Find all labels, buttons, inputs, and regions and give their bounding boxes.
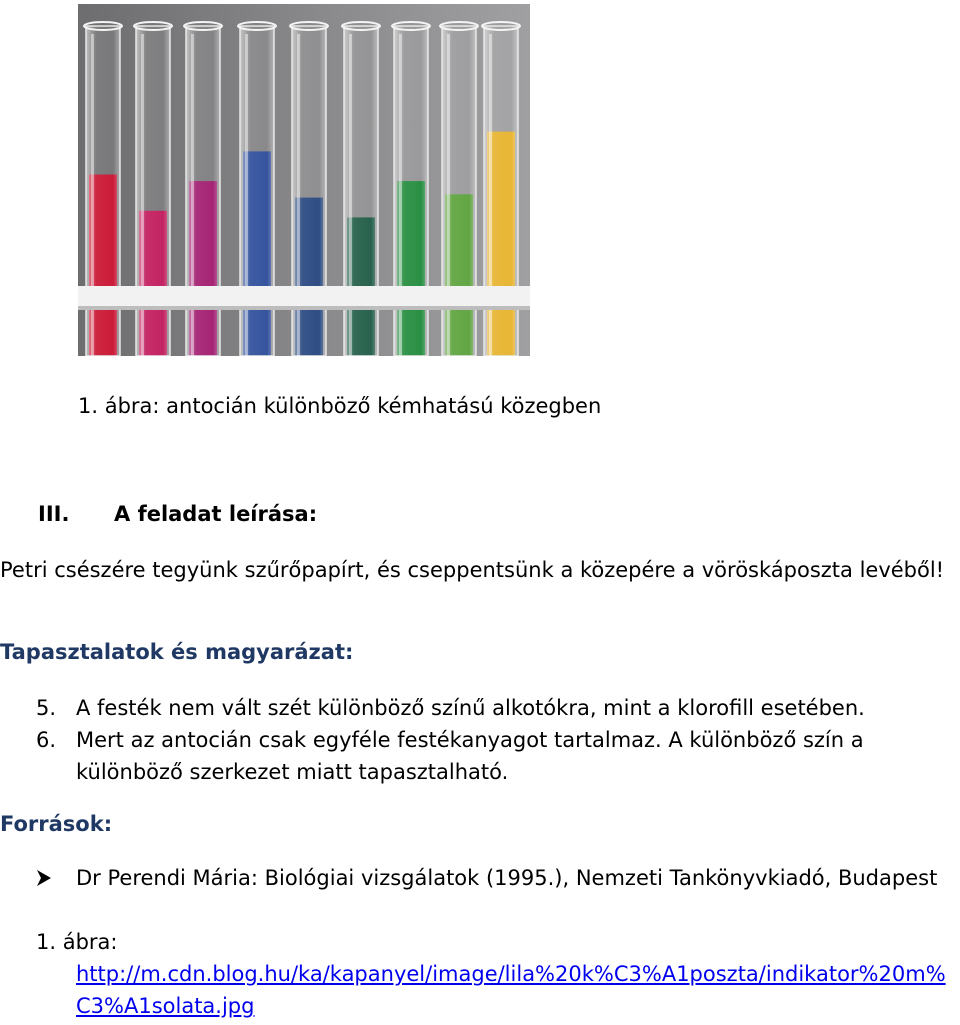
sources-heading: Források: bbox=[0, 812, 113, 836]
item-text: Mert az antocián csak egyféle festékanyagot tartalmaz. A különböző szín a különböző szerkezet miatt tapasztalható. bbox=[76, 728, 864, 784]
test-tubes-photo bbox=[78, 4, 530, 356]
section-title: A feladat leírása: bbox=[114, 502, 318, 526]
observation-item bbox=[36, 692, 960, 724]
arrow-bullet-icon bbox=[36, 869, 52, 887]
source-figure-label: 1. ábra: bbox=[36, 930, 118, 954]
item-number: 5. bbox=[36, 696, 57, 720]
observations-heading: Tapasztalatok és magyarázat: bbox=[0, 640, 354, 664]
figure-caption: 1. ábra: antocián különböző kémhatású közegben bbox=[78, 394, 602, 418]
source-book-text: Dr Perendi Mária: Biológiai vizsgálatok (1995.), Nemzeti Tankönyvkiadó, Budapest bbox=[76, 866, 938, 890]
source-figure bbox=[36, 926, 960, 1022]
section-heading bbox=[38, 502, 317, 526]
item-text: A festék nem vált szét különböző színű alkotókra, mint a klorofill esetében. bbox=[76, 696, 865, 720]
item-number: 6. bbox=[36, 728, 57, 752]
task-description: Petri csészére tegyünk szűrőpapírt, és cseppentsünk a közepére a vöröskáposzta levéből! bbox=[0, 558, 945, 582]
observation-item bbox=[36, 724, 960, 788]
source-book bbox=[36, 862, 960, 894]
section-number: III. bbox=[38, 502, 70, 526]
source-figure-link[interactable]: http://m.cdn.blog.hu/ka/kapanyel/image/lila%20k%C3%A1poszta/indikator%20m%C3%A1solata.jpg bbox=[76, 962, 946, 1018]
